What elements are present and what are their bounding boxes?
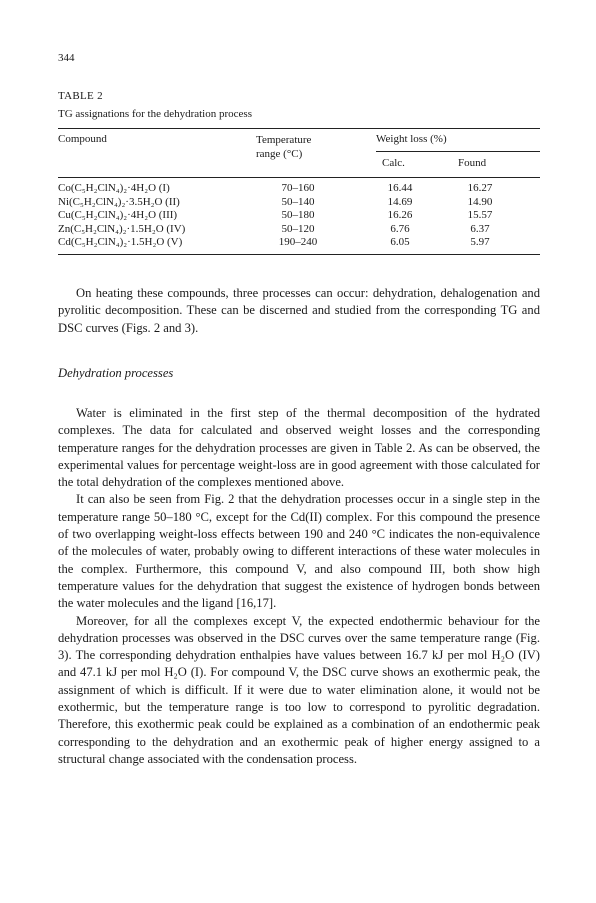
paragraph: It can also be seen from Fig. 2 that the dehydration processes occur in a single step in the temperature range 50–180 °C, except for the Cd(II) complex. For this compound the presence of two overlapping weight-loss effects between 190 and 240 °C indicates the non-equivalence of the molecules of water, probably owing to different interactions of these water molecules in the complex. Furthermore, this compound V, and also compound III, both show high temperature values for the dehydration that suggest the existence of hydrogen bonds between the water molecules and the ligand [16,17]. (58, 492, 540, 611)
table-label: TABLE 2 (58, 90, 103, 102)
page-number: 344 (58, 52, 75, 64)
cell-compound: Ni(C₅H₂ClN₄)₂·3.5H₂O (II) (58, 195, 180, 208)
cell-compound: Co(C₅H₂ClN₄)₂·4H₂O (I) (58, 182, 170, 194)
cell-found: 15.57 (467, 209, 493, 221)
cell-temperature: 70–160 (281, 182, 315, 194)
cell-found: 6.37 (470, 222, 490, 235)
cell-found: 14.90 (467, 195, 493, 208)
paragraph: Water is eliminated in the first step of the thermal decomposition of the hydrated complexes. The data for calculated and observed weight losses and the corresponding temperature ranges for the dehydration processes are given in Table 2. As can be observed, the experimental values for percentage weight-loss are in good agreement with those calculated for the total dehydration of the complexes mentioned above. (58, 406, 540, 490)
cell-temperature: 50–140 (281, 195, 315, 208)
cell-compound: Cd(C₅H₂ClN₄)₂·1.5H₂O (V) (58, 236, 183, 248)
cell-temperature: 50–120 (281, 222, 315, 235)
header-temperature (256, 133, 311, 161)
data-table (58, 128, 540, 255)
header-temperature-line2: range (°C) (256, 148, 303, 160)
cell-temperature: 190–240 (278, 236, 318, 248)
paragraph: Moreover, for all the complexes except V, the expected endothermic behaviour for the dehydration processes was observed in the DSC curves over the same temperature range (Fig. 3). The corresponding dehydration enthalpies have values between 16.7 kJ per mol H₂O (IV) and 47.1 kJ per mol H₂O (I). For compound V, the DSC curve shows an exothermic peak, the assignment of which is difficult. If it were due to water elimination alone, it would not be exothermic, but the temperature range is too low to correspond to pyrolitic degradation. Therefore, this exothermic peak could be explained as a combination of an endothermic peak corresponding to the dehydration and an exothermic peak of higher energy assigned to a structural change associated with the condensation process. (58, 613, 540, 766)
table-row (58, 223, 540, 237)
cell-found: 16.27 (467, 182, 493, 194)
table-row (58, 182, 540, 196)
body-text (58, 405, 540, 768)
cell-calc: 14.69 (387, 195, 413, 208)
cell-found: 5.97 (470, 236, 490, 248)
cell-calc: 16.26 (387, 209, 413, 221)
header-calc: Calc. (382, 157, 405, 169)
cell-calc: 6.76 (390, 222, 410, 235)
table-bottom-rule (58, 254, 540, 255)
table-caption: TG assignations for the dehydration process (58, 108, 252, 120)
cell-calc: 6.05 (390, 236, 410, 248)
table-body (58, 178, 540, 254)
cell-temperature: 50–180 (281, 209, 315, 221)
table-header (58, 129, 540, 177)
header-temperature-line1: Temperature (256, 134, 312, 146)
section-title: Dehydration processes (58, 366, 174, 380)
table-row (58, 209, 540, 223)
intro-paragraph: On heating these compounds, three processes can occur: dehydration, dehalogenation and pyrolitic decomposition. These can be discerned and studied from the corresponding TG and DSC curves (Figs. 2 and 3). (58, 286, 540, 335)
cell-calc: 16.44 (387, 182, 413, 194)
intro-paragraph-block (58, 285, 540, 337)
table-row (58, 196, 540, 210)
header-weight-loss: Weight loss (%) (376, 133, 447, 145)
cell-compound: Cu(C₅H₂ClN₄)₂·4H₂O (III) (58, 209, 178, 221)
header-compound: Compound (58, 133, 107, 145)
cell-compound: Zn(C₅H₂ClN₄)₂·1.5H₂O (IV) (58, 222, 186, 235)
table-row (58, 236, 540, 250)
header-found: Found (458, 157, 487, 169)
weight-loss-rule (376, 151, 540, 152)
